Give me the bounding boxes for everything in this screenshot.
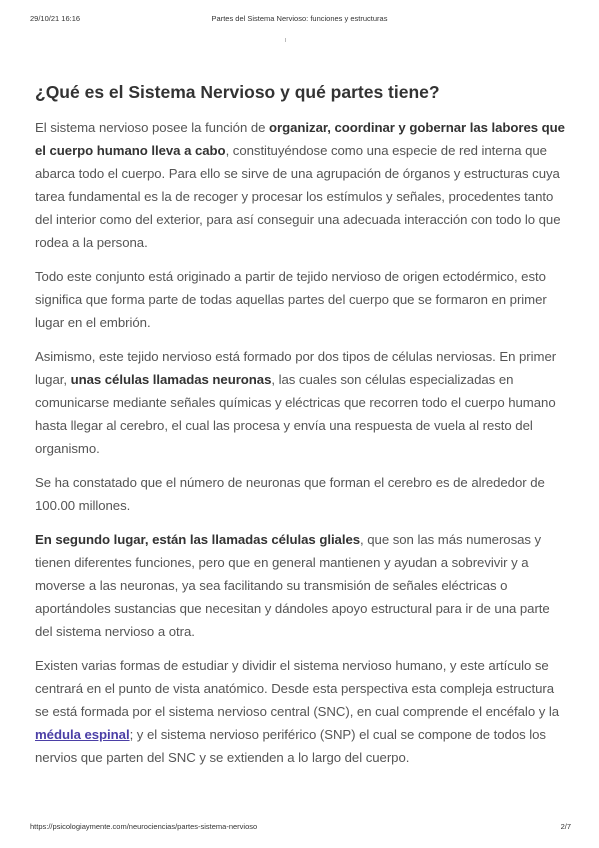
p6-text-1: Existen varias formas de estudiar y dividir el sistema nervioso humano, y este artículo se centrará en el punto de vista anatómico. Desde esta perspectiva esta compleja estructura se está formada por el sistema nervioso central (SNC), en cual comprende el encéfalo y la [35, 658, 560, 719]
paragraph-5 [35, 528, 570, 643]
article-body [35, 116, 570, 780]
p1-text-2: , constituyéndose como una especie de red interna que abarca todo el cuerpo. Para ello se sirve de una agrupación de órganos y estructuras cuya tarea fundamental es la de recoger y procesar los estímulos y señales, procedentes tanto del interior como del exterior, para así conseguir una adecuada interacción con todo lo que rodea a la persona. [35, 143, 561, 250]
p3-text-1: Asimismo, este tejido nervioso está formado por dos tipos de células nerviosas. En primer lugar, [35, 349, 557, 387]
print-title: Partes del Sistema Nervioso: funciones y estructuras [211, 14, 388, 23]
print-date: 29/10/21 16:16 [30, 14, 81, 23]
p3-bold: unas células llamadas neuronas [70, 372, 272, 387]
medula-espinal-link[interactable]: médula espinal [35, 727, 130, 742]
article-heading: ¿Qué es el Sistema Nervioso y qué partes tiene? [35, 82, 440, 102]
print-header [0, 14, 599, 28]
paragraph-1 [35, 116, 570, 254]
p3-text-2: , las cuales son células especializadas en comunicarse mediante señales químicas y eléctricas que recorren todo el cuerpo humano hasta llegar al cerebro, el cual las procesa y envía una respuesta de vuela al resto del organismo. [35, 372, 556, 456]
page-number: 2/7 [560, 822, 571, 831]
paragraph-3 [35, 345, 570, 460]
p1-bold: organizar, coordinar y gobernar las labores que el cuerpo humano lleva a cabo [35, 120, 565, 158]
paragraph-6 [35, 654, 570, 769]
p1-text-1: El sistema nervioso posee la función de [35, 120, 270, 135]
divider-mark [285, 38, 286, 42]
p6-text-2: ; y el sistema nervioso periférico (SNP) el cual se compone de todos los nervios que parten del SNC y se extienden a lo largo del cuerpo. [35, 727, 546, 765]
source-url: https://psicologiaymente.com/neurociencias/partes-sistema-nervioso [30, 822, 258, 831]
paragraph-4: Se ha constatado que el número de neuronas que forman el cerebro es de alrededor de 100.00 millones. [35, 475, 545, 513]
p5-bold: En segundo lugar, están las llamadas células gliales [35, 532, 361, 547]
paragraph-2: Todo este conjunto está originado a partir de tejido nervioso de origen ectodérmico, esto significa que forma parte de todas aquellas partes del cuerpo que se formaron en primer lugar en el embrión. [35, 269, 547, 330]
p5-text-1: , que son las más numerosas y tienen diferentes funciones, pero que en general mantienen y ayudan a sobrevivir y a moverse a las neuronas, ya sea facilitando su transmisión de señales eléctricas o aportándoles sustancias que necesitan y dándoles apoyo estructural para ir de una parte del sistema nervioso a otra. [35, 532, 550, 639]
